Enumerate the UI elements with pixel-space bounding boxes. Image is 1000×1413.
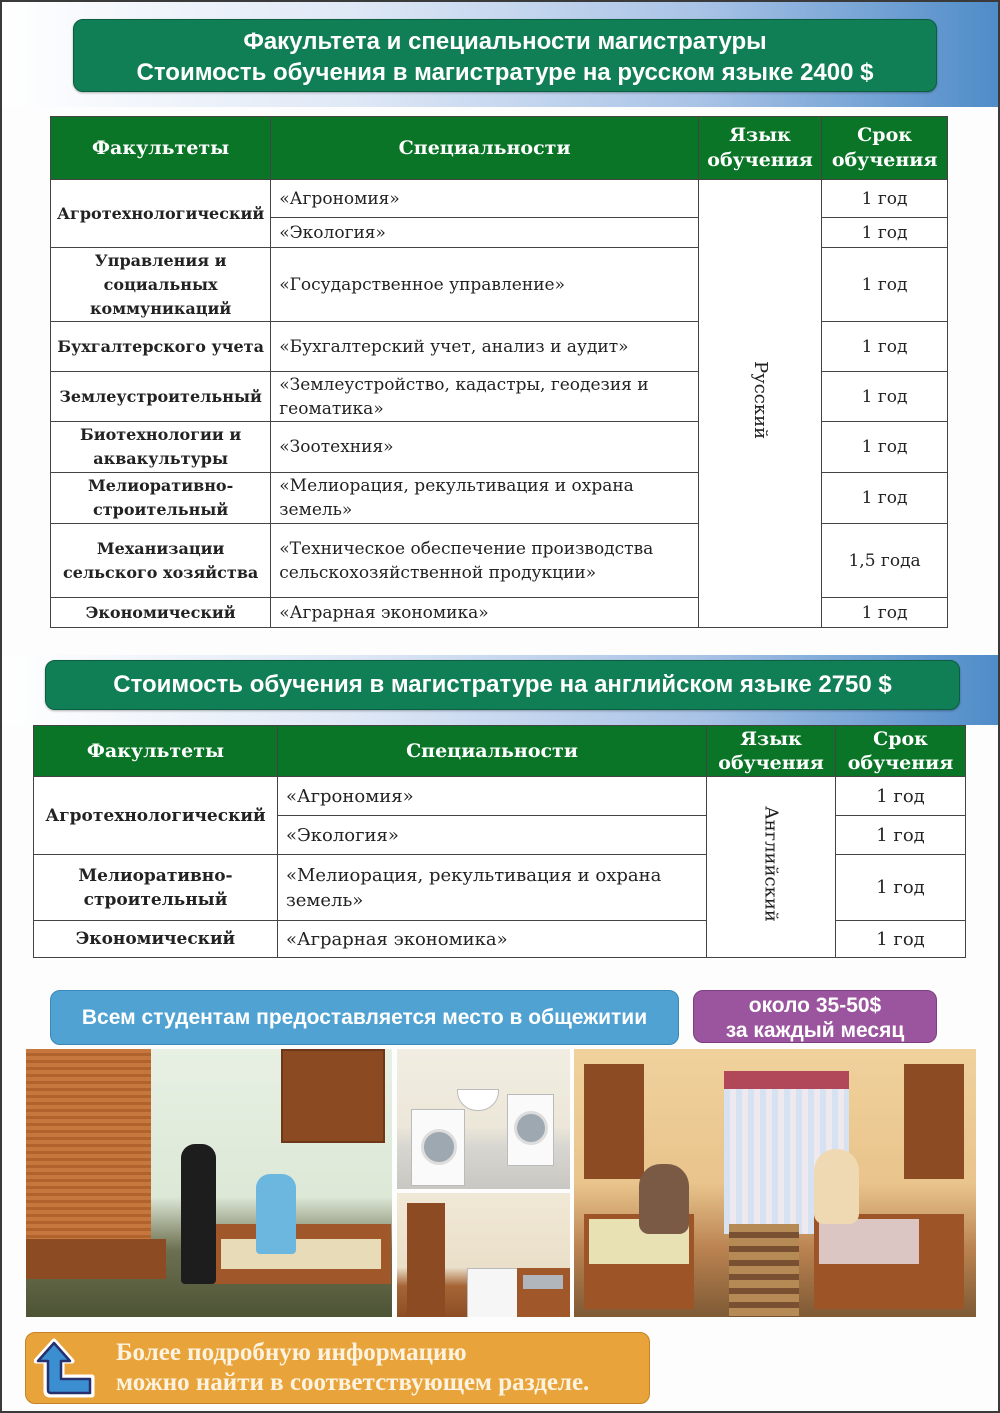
faculty-cell: Механизации сельского хозяйства xyxy=(51,524,271,598)
table-header-row xyxy=(51,117,948,180)
more-info-line1: Более подробную информацию xyxy=(116,1339,467,1366)
header-specialty: Специальности xyxy=(277,726,706,777)
faculty-cell: Управления и социальных коммуникаций xyxy=(51,248,271,322)
duration-cell: 1 год xyxy=(836,855,966,921)
more-info-text xyxy=(116,1338,589,1398)
more-info-line2: можно найти в соответствующем разделе. xyxy=(116,1369,590,1396)
language-cell xyxy=(707,777,836,958)
faculty-cell: Экономический xyxy=(51,598,271,628)
header-language: Язык обучения xyxy=(707,726,836,777)
faculty-cell: Биотехнологии и аквакультуры xyxy=(51,422,271,473)
specialty-cell: «Бухгалтерский учет, анализ и аудит» xyxy=(271,322,699,372)
arrow-up-return-icon xyxy=(34,1337,98,1399)
duration-cell: 1 год xyxy=(822,322,948,372)
duration-cell: 1 год xyxy=(822,598,948,628)
header-specialty: Специальности xyxy=(271,117,699,180)
header-duration: Срок обучения xyxy=(822,117,948,180)
language-label: Английский xyxy=(760,805,782,922)
faculty-cell: Мелиоративно-строительный xyxy=(34,855,278,921)
duration-cell: 1,5 года xyxy=(822,524,948,598)
duration-cell: 1 год xyxy=(822,248,948,322)
photo-dorm-room-boys xyxy=(26,1049,392,1317)
specialty-cell: «Мелиорация, рекультивация и охрана земель» xyxy=(277,855,706,921)
header-faculty: Факультеты xyxy=(34,726,278,777)
specialty-cell: «Мелиорация, рекультивация и охрана земель» xyxy=(271,473,699,524)
duration-cell: 1 год xyxy=(822,218,948,248)
duration-cell: 1 год xyxy=(836,921,966,958)
duration-cell: 1 год xyxy=(822,422,948,473)
dormitory-price-badge xyxy=(693,990,937,1043)
more-info-banner[interactable] xyxy=(25,1332,650,1404)
table-header-row xyxy=(34,726,966,777)
specialty-cell: «Зоотехния» xyxy=(271,422,699,473)
faculty-cell: Бухгалтерского учета xyxy=(51,322,271,372)
specialty-cell: «Государственное управление» xyxy=(271,248,699,322)
specialty-cell: «Агрономия» xyxy=(277,777,706,816)
duration-cell: 1 год xyxy=(836,777,966,816)
header-faculty: Факультеты xyxy=(51,117,271,180)
photo-laundry-room xyxy=(397,1049,570,1189)
faculty-cell: Экономический xyxy=(34,921,278,958)
header-language: Язык обучения xyxy=(698,117,821,180)
faculty-cell: Агротехнологический xyxy=(34,777,278,855)
specialty-cell: «Техническое обеспечение производства сельскохозяйственной продукции» xyxy=(271,524,699,598)
faculty-cell: Землеустроительный xyxy=(51,372,271,422)
language-cell xyxy=(698,180,821,628)
price-line2: за каждый месяц xyxy=(725,1019,905,1042)
specialty-cell: «Аграрная экономика» xyxy=(277,921,706,958)
page-title-box xyxy=(73,19,937,92)
specialty-cell: «Землеустройство, кадастры, геодезия и геоматика» xyxy=(271,372,699,422)
faculty-cell: Мелиоративно-строительный xyxy=(51,473,271,524)
table-row xyxy=(51,180,948,218)
dormitory-notice: Всем студентам предоставляется место в общежитии xyxy=(50,990,679,1045)
english-section-title: Стоимость обучения в магистратуре на английском языке 2750 $ xyxy=(45,660,960,710)
header-duration: Срок обучения xyxy=(836,726,966,777)
price-line1: около 35-50$ xyxy=(748,994,882,1017)
specialty-cell: «Экология» xyxy=(271,218,699,248)
duration-cell: 1 год xyxy=(822,372,948,422)
russian-programs-table xyxy=(50,116,948,628)
page-title-line2: Стоимость обучения в магистратуре на русском языке 2400 $ xyxy=(136,59,874,86)
duration-cell: 1 год xyxy=(822,180,948,218)
specialty-cell: «Аграрная экономика» xyxy=(271,598,699,628)
table-row xyxy=(34,777,966,816)
page-title-line1: Факультета и специальности магистратуры xyxy=(243,28,767,55)
duration-cell: 1 год xyxy=(836,816,966,855)
specialty-cell: «Агрономия» xyxy=(271,180,699,218)
duration-cell: 1 год xyxy=(822,473,948,524)
photo-kitchen xyxy=(397,1193,570,1317)
specialty-cell: «Экология» xyxy=(277,816,706,855)
faculty-cell: Агротехнологический xyxy=(51,180,271,248)
language-label: Русский xyxy=(750,360,772,440)
english-programs-table xyxy=(33,725,966,958)
photo-dorm-room-girls xyxy=(574,1049,976,1317)
